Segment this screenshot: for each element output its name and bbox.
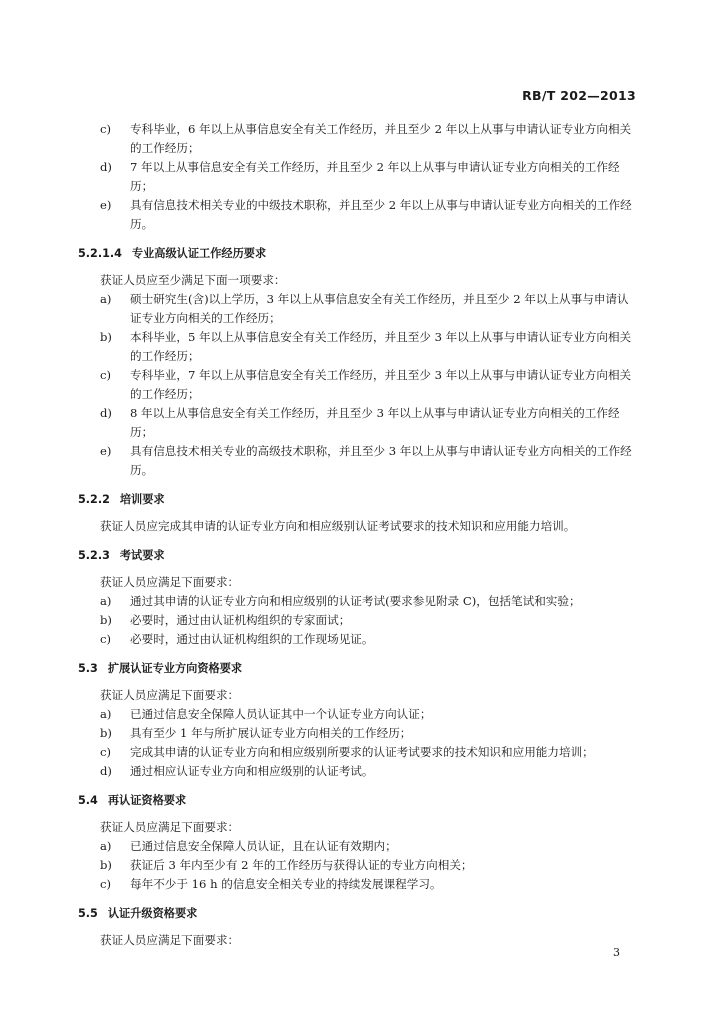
- list-item-label: a): [100, 707, 112, 721]
- list-item-text: 具有信息技术相关专业的中级技术职称，并且至少 2 年以上从事与申请认证专业方向相关的工作经历。: [130, 198, 632, 231]
- list-item: [78, 366, 638, 404]
- list-item-text: 获证后 3 年内至少有 2 年的工作经历与获得认证的专业方向相关；: [130, 858, 473, 872]
- section-title: 认证升级资格要求: [107, 907, 198, 920]
- list-item-label: e): [100, 444, 112, 458]
- list-item-label: b): [100, 858, 112, 872]
- list-item: [78, 837, 638, 856]
- list-item: [78, 630, 638, 649]
- list-item-text: 8 年以上从事信息安全有关工作经历，并且至少 3 年以上从事与申请认证专业方向相关的工作经历；: [130, 406, 620, 439]
- section-title: 再认证资格要求: [107, 794, 187, 807]
- paragraph: 获证人员应满足下面要求：: [100, 688, 240, 702]
- section-heading: [78, 791, 638, 810]
- section-title: 扩展认证专业方向资格要求: [107, 662, 243, 675]
- section-title: 专业高级认证工作经历要求: [131, 247, 267, 260]
- list-item-text: 已通过信息安全保障人员认证，且在认证有效期内；: [130, 839, 397, 853]
- list-item-label: a): [100, 594, 112, 608]
- list-item-text: 必要时，通过由认证机构组织的专家面试；: [130, 613, 351, 627]
- list-item: [78, 611, 638, 630]
- list-item-text: 专科毕业，7 年以上从事信息安全有关工作经历，并且至少 3 年以上从事与申请认证专业方向相关的工作经历；: [130, 368, 632, 401]
- section-heading: [78, 490, 638, 509]
- list-item-label: d): [100, 406, 112, 420]
- list-item-label: c): [100, 368, 112, 382]
- section-number: 5.3: [78, 662, 98, 675]
- section-heading: [78, 244, 638, 263]
- page-number: 3: [613, 946, 620, 959]
- section-number: 5.2.3: [78, 549, 110, 562]
- list-item-text: 通过相应认证专业方向和相应级别的认证考试。: [130, 764, 374, 778]
- list-item-text: 通过其申请的认证专业方向和相应级别的认证考试(要求参见附录 C)，包括笔试和实验；: [130, 594, 581, 608]
- list-item-label: b): [100, 726, 112, 740]
- list-item-label: d): [100, 160, 112, 174]
- list-item: [78, 724, 638, 743]
- paragraph: 获证人员应满足下面要求：: [100, 933, 240, 947]
- list-item: [78, 856, 638, 875]
- section-number: 5.5: [78, 907, 98, 920]
- list-item-text: 专科毕业，6 年以上从事信息安全有关工作经历，并且至少 2 年以上从事与申请认证专业方向相关的工作经历；: [130, 122, 632, 155]
- list-item: [78, 328, 638, 366]
- list-item: [78, 743, 638, 762]
- section-title: 培训要求: [119, 493, 165, 506]
- list-item-label: b): [100, 613, 112, 627]
- list-item-label: d): [100, 764, 112, 778]
- paragraph: 获证人员应满足下面要求：: [100, 575, 240, 589]
- list-item-label: c): [100, 632, 112, 646]
- list-item-text: 完成其申请的认证专业方向和相应级别所要求的认证考试要求的技术知识和应用能力培训；: [130, 745, 594, 759]
- list-item-text: 已通过信息安全保障人员认证其中一个认证专业方向认证；: [130, 707, 432, 721]
- list-item-text: 必要时，通过由认证机构组织的工作现场见证。: [130, 632, 374, 646]
- list-item: [78, 592, 638, 611]
- list-item: [78, 442, 638, 480]
- list-item-text: 具有信息技术相关专业的高级技术职称，并且至少 3 年以上从事与申请认证专业方向相关的工作经历。: [130, 444, 632, 477]
- list-item-label: c): [100, 122, 112, 136]
- list-item: [78, 120, 638, 158]
- document-header: RB/T 202—2013: [522, 88, 636, 103]
- paragraph: 获证人员应完成其申请的认证专业方向和相应级别认证考试要求的技术知识和应用能力培训。: [100, 519, 576, 533]
- paragraph: 获证人员应至少满足下面一项要求：: [100, 273, 286, 287]
- list-item-text: 每年不少于 16 h 的信息安全相关专业的持续发展课程学习。: [130, 877, 442, 891]
- list-item-text: 7 年以上从事信息安全有关工作经历，并且至少 2 年以上从事与申请认证专业方向相关的工作经历；: [130, 160, 620, 193]
- section-heading: [78, 904, 638, 923]
- list-item-label: c): [100, 745, 112, 759]
- section-heading: [78, 546, 638, 565]
- paragraph: 获证人员应满足下面要求：: [100, 820, 240, 834]
- section-number: 5.4: [78, 794, 98, 807]
- list-item-text: 具有至少 1 年与所扩展认证专业方向相关的工作经历；: [130, 726, 412, 740]
- list-item: [78, 762, 638, 781]
- list-item: [78, 875, 638, 894]
- list-item: [78, 404, 638, 442]
- list-item: [78, 705, 638, 724]
- section-heading: [78, 659, 638, 678]
- list-item-label: c): [100, 877, 112, 891]
- list-item-label: a): [100, 839, 112, 853]
- list-item: [78, 196, 638, 234]
- list-item: [78, 158, 638, 196]
- section-title: 考试要求: [119, 549, 165, 562]
- list-item-text: 本科毕业，5 年以上从事信息安全有关工作经历，并且至少 3 年以上从事与申请认证专业方向相关的工作经历；: [130, 330, 632, 363]
- list-item-text: 硕士研究生(含)以上学历，3 年以上从事信息安全有关工作经历，并且至少 2 年以上从事与申请认证专业方向相关的工作经历；: [130, 292, 629, 325]
- document-body: [78, 120, 638, 950]
- list-item-label: e): [100, 198, 112, 212]
- list-item-label: a): [100, 292, 112, 306]
- section-number: 5.2.2: [78, 493, 110, 506]
- list-item-label: b): [100, 330, 112, 344]
- list-item: [78, 290, 638, 328]
- section-number: 5.2.1.4: [78, 247, 122, 260]
